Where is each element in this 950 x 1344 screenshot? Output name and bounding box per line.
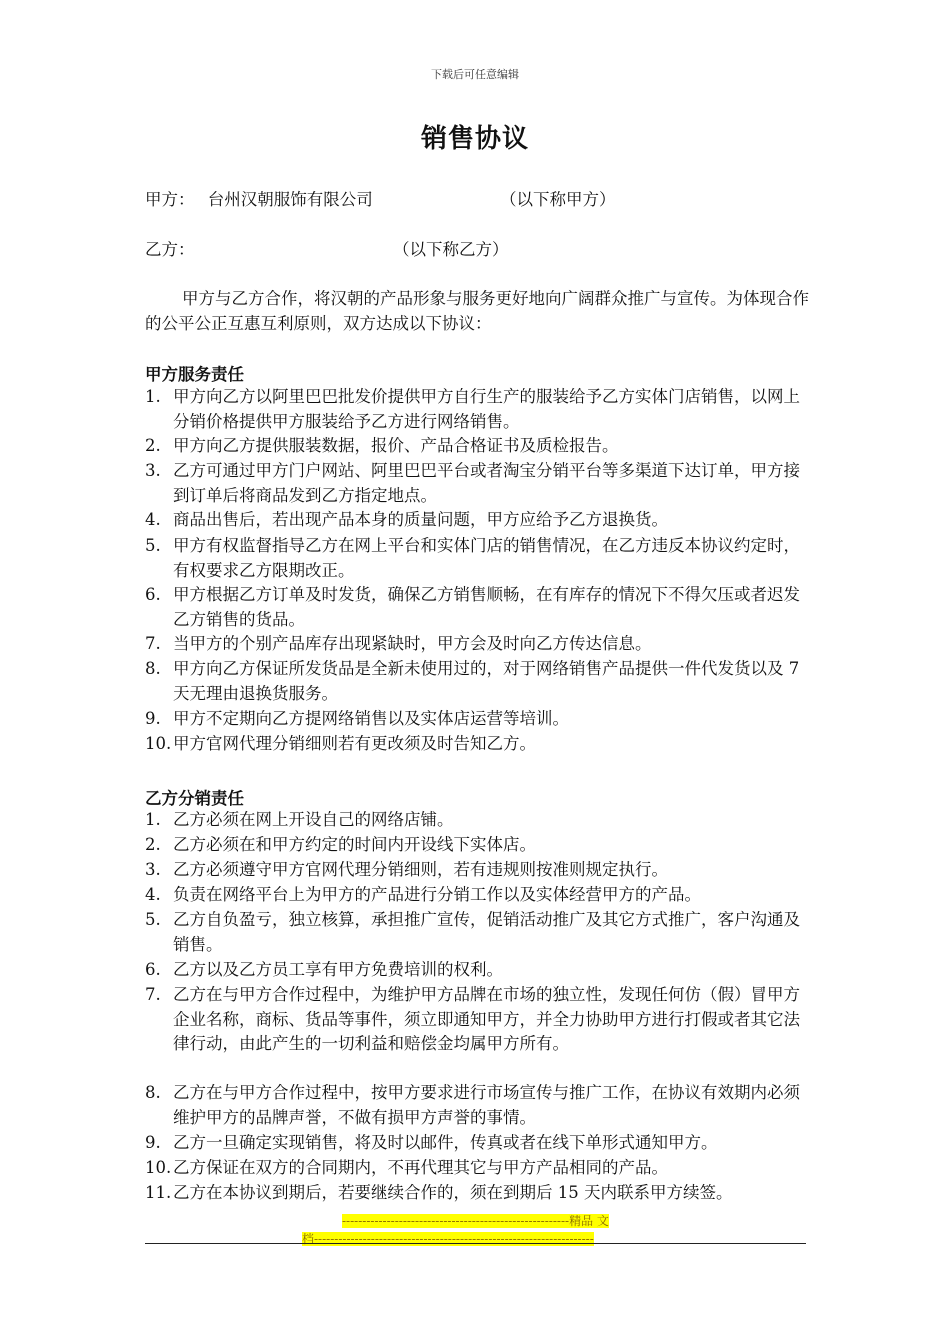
list-item (145, 1131, 815, 1156)
item-number: 3. (145, 461, 161, 480)
party-a-label: 甲方： (145, 190, 195, 209)
item-number: 8. (145, 659, 161, 678)
party-b-alias: （以下称乙方） (393, 240, 509, 259)
item-number: 6. (145, 960, 161, 979)
item-text: 乙方以及乙方员工享有甲方免费培训的权利。 (173, 960, 503, 979)
party-b-label: 乙方： (145, 240, 195, 259)
list-item (145, 385, 815, 434)
intro-paragraph: 甲方与乙方合作，将汉朝的产品形象与服务更好地向广阔群众推广与宣传。为体现合作的公平公正互惠互利原则，双方达成以下协议： (145, 289, 809, 333)
item-text: 乙方必须在网上开设自己的网络店铺。 (173, 810, 454, 829)
section-a-title: 甲方服务责任 (145, 365, 244, 384)
item-text: 甲方根据乙方订单及时发货，确保乙方销售顺畅，在有库存的情况下不得欠压或者迟发乙方销售的货品。 (173, 585, 800, 629)
list-item (145, 657, 815, 706)
item-text: 甲方有权监督指导乙方在网上平台和实体门店的销售情况，在乙方违反本协议约定时，有权要求乙方限期改正。 (173, 536, 800, 580)
item-number: 9. (145, 709, 161, 728)
party-b-line (145, 236, 509, 260)
list-item (145, 908, 815, 957)
item-text: 甲方官网代理分销细则若有更改须及时告知乙方。 (173, 734, 536, 753)
list-item (145, 583, 815, 632)
list-item (145, 808, 815, 833)
item-text: 甲方向乙方保证所发货品是全新未使用过的，对于网络销售产品提供一件代发货以及 7 天无理由退换货服务。 (173, 659, 800, 703)
footer-line-2: 档--------------------------------------------------------------------- (302, 1232, 594, 1246)
item-text: 乙方可通过甲方门户网站、阿里巴巴平台或者淘宝分销平台等多渠道下达订单，甲方接到订单后将商品发到乙方指定地点。 (173, 461, 800, 505)
item-number: 2. (145, 436, 161, 455)
list-item (145, 732, 815, 757)
item-number: 11. (145, 1183, 172, 1202)
item-text: 乙方在与甲方合作过程中，按甲方要求进行市场宣传与推广工作，在协议有效期内必须维护甲方的品牌声誉，不做有损甲方声誉的事情。 (173, 1083, 800, 1127)
list-item (145, 1156, 815, 1181)
list-item (145, 459, 815, 508)
item-number: 3. (145, 860, 161, 879)
item-text: 乙方必须在和甲方约定的时间内开设线下实体店。 (173, 835, 536, 854)
item-number: 4. (145, 885, 161, 904)
party-a-name: 台州汉朝服饰有限公司 (207, 190, 373, 209)
list-item (145, 883, 815, 908)
list-item (145, 958, 815, 983)
item-text: 甲方向乙方以阿里巴巴批发价提供甲方自行生产的服装给予乙方实体门店销售，以网上分销价格提供甲方服装给予乙方进行网络销售。 (173, 387, 800, 431)
document-title: 销售协议 (420, 124, 529, 154)
party-a-alias: （以下称甲方） (500, 190, 616, 209)
item-number: 5. (145, 910, 161, 929)
item-text: 乙方必须遵守甲方官网代理分销细则，若有违规则按准则规定执行。 (173, 860, 668, 879)
item-text: 乙方在本协议到期后，若要继续合作的，须在到期后 15 天内联系甲方续签。 (173, 1183, 733, 1202)
item-text: 当甲方的个别产品库存出现紧缺时，甲方会及时向乙方传达信息。 (173, 634, 652, 653)
item-text: 甲方不定期向乙方提网络销售以及实体店运营等培训。 (173, 709, 569, 728)
item-number: 7. (145, 985, 161, 1004)
item-text: 商品出售后，若出现产品本身的质量问题，甲方应给予乙方退换货。 (173, 510, 668, 529)
item-number: 8. (145, 1083, 161, 1102)
item-text: 负责在网络平台上为甲方的产品进行分销工作以及实体经营甲方的产品。 (173, 885, 701, 904)
item-text: 乙方一旦确定实现销售，将及时以邮件，传真或者在线下单形式通知甲方。 (173, 1133, 718, 1152)
item-number: 10. (145, 1158, 172, 1177)
item-text: 乙方在与甲方合作过程中，为维护甲方品牌在市场的独立性，发现任何仿（假）冒甲方企业名称，商标、货品等事件，须立即通知甲方，并全力协助甲方进行打假或者其它法律行动，由此产生的一切利益和赔偿金均属甲方所有。 (173, 985, 800, 1053)
list-item (145, 707, 815, 732)
list-item (145, 508, 815, 533)
item-number: 2. (145, 835, 161, 854)
item-number: 1. (145, 810, 161, 829)
item-number: 7. (145, 634, 161, 653)
list-item (145, 858, 815, 883)
list-item (145, 833, 815, 858)
section-b-title: 乙方分销责任 (145, 789, 244, 808)
item-number: 1. (145, 387, 161, 406)
list-item (145, 983, 815, 1057)
item-number: 5. (145, 536, 161, 555)
item-number: 4. (145, 510, 161, 529)
list-item (145, 534, 815, 583)
item-number: 6. (145, 585, 161, 604)
item-number: 9. (145, 1133, 161, 1152)
list-item (145, 632, 815, 657)
header-note: 下载后可任意编辑 (431, 68, 519, 81)
list-item (145, 434, 815, 459)
party-a-line (145, 186, 616, 210)
list-item (145, 1081, 815, 1130)
footer-rule (145, 1243, 806, 1244)
item-text: 乙方保证在双方的合同期内，不再代理其它与甲方产品相同的产品。 (173, 1158, 668, 1177)
item-text: 甲方向乙方提供服装数据，报价、产品合格证书及质检报告。 (173, 436, 619, 455)
item-text: 乙方自负盈亏，独立核算，承担推广宣传，促销活动推广及其它方式推广，客户沟通及销售。 (173, 910, 800, 954)
item-number: 10. (145, 734, 172, 753)
footer-line-1: --------------------------------------------------------精品 文 (342, 1214, 609, 1228)
list-item (145, 1181, 815, 1206)
